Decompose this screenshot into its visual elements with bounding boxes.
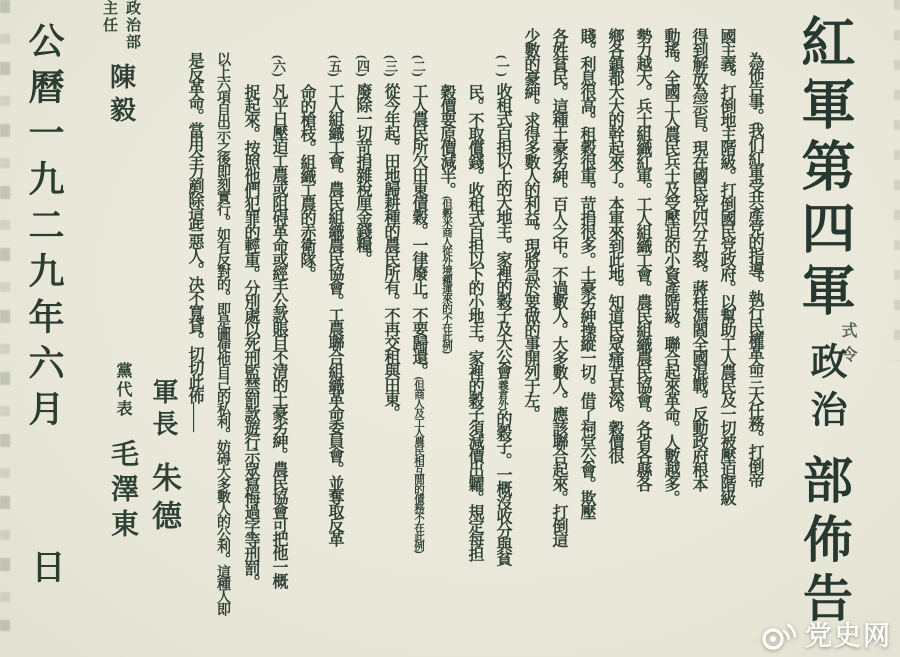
signature-role: 政治部 主任 (101, 0, 140, 51)
list-item-6: (六)凡平日壓迫工農或阻碍革命或經手公款賬目不清的土豪劣紳。農民協會可把他一概 (270, 55, 287, 587)
text-column: 命的槍枝。組織工農的赤衛隊。 (298, 84, 315, 280)
signature-name: 朱德 (147, 462, 180, 538)
item-marker: (一) (495, 55, 510, 77)
date-column (12, 0, 62, 657)
title-main-top: 紅軍第四軍 (794, 14, 854, 324)
text-column: 是反革命。當用全力剷除這些惡人。决不寬貸。切切此佈—— (186, 52, 203, 430)
text-column: 為佈告事。我们紅軍受共產党的指導。執行民權革命三大任務。打倒帝 (746, 52, 763, 486)
title-annotation: 式令 (839, 322, 856, 370)
text-column: 以上六項自出示之後即刻實行。如有反對的。即是圖便他自己的私利。妨碍大多數人的公利。這種人即 (215, 52, 230, 615)
weibo-logo-icon (760, 621, 798, 651)
list-item-4: (四)廢除一切苛捐雜稅厘金錢糧。 (354, 55, 371, 265)
signature-party-representative (108, 362, 136, 544)
watermark (760, 621, 892, 651)
text-column: 國主義。打倒地主階級。打倒國民党政府。以幫助工人農民及一切被壓迫階級 (718, 28, 735, 504)
signature-name: 陳毅 (106, 63, 136, 129)
item-marker: (五) (327, 55, 342, 77)
signature-role: 黨代表 (114, 362, 131, 419)
text-column: 賤。利息很高。租穀很重。苛捐很多。土豪劣紳操縱一切。借了祠堂公會。欺壓 (578, 28, 595, 518)
title-main-bottom: 部佈告 (796, 454, 852, 631)
inline-note: (義倉外) (497, 376, 508, 411)
text-column: 穀價要原價減半。(但穀米商人從外境糴運來的不在此例) (438, 84, 455, 353)
watermark-text: 党史网 (805, 620, 892, 651)
title-mid: 政治 (804, 342, 845, 438)
item-marker: (六) (271, 55, 286, 77)
item-marker: (四) (355, 55, 370, 77)
text-column: 勢力越大。兵士組織紅軍。工人組織工會。農民組織農民協會。各省各縣各 (634, 28, 651, 490)
list-item-3: (三)從今年起。田地歸耕種的農民所有。不再交租與田東。 (382, 55, 399, 419)
text-column: 得到解放為宗旨。現在國民党四分五裂。蔣桂馮閻全國混戰。反動政府根本 (690, 28, 707, 490)
date-text: 公曆一九二九年六月 (24, 22, 64, 436)
signature-political-director (62, 0, 180, 129)
list-item-1: (一)收租式百担以上的大地主。家裡的穀子及大公會(義倉外)的穀子。一概沒收分與貧 (494, 55, 511, 565)
item-marker: (二) (411, 55, 426, 77)
text-column: 少數的豪紳。求得多數人的利益。現將急於要做的事開列于左。 (522, 28, 539, 420)
item-marker: (三) (383, 55, 398, 77)
body-text (180, 0, 768, 657)
signature-commander (148, 378, 178, 538)
text-column: 捉起來。按照他們犯罪的輕重。分別處以死刑監禁罰款遊行示眾寫悔過字等刑罰。 (242, 84, 259, 588)
signature-role: 軍長 (149, 378, 178, 442)
text-column: 動搖。全國工人農民兵士及受壓迫的小資產階級。聯合起來革命。人數越多。 (662, 28, 679, 504)
inline-note: (但穀米商人從外境糴運來的不在此例) (441, 196, 452, 353)
signature-name: 毛澤東 (107, 439, 138, 544)
title-block (768, 0, 880, 657)
list-item-5: (五)工人組織工會。農民組織農民協會。工農聯合組織革命委員會。並奪取反革 (326, 55, 343, 545)
date-day: 日 (26, 549, 63, 583)
text-column: 鄉各鎮都大大的幹起來了。本軍來到此地。知道民眾痛苦甚深。穀價很 (606, 28, 623, 462)
text-column: 民。不取償錢。收租式百担以下的小地主。家裡的穀子須減價出糶。規定每担 (466, 84, 483, 560)
inline-note: (但商人及工人農民相互間的債務不在此例) (413, 376, 424, 553)
text-column: 各姓貧民。這種土豪劣紳。百人之中。不過數人。大多數人。應該聯合起來。打倒這 (550, 28, 567, 546)
list-item-2: (二)工人農民所欠田東債穀。一律廢止。不要歸還。(但商人及工人農民相互間的債務不在此例) (410, 55, 427, 553)
signature-block (62, 0, 180, 657)
